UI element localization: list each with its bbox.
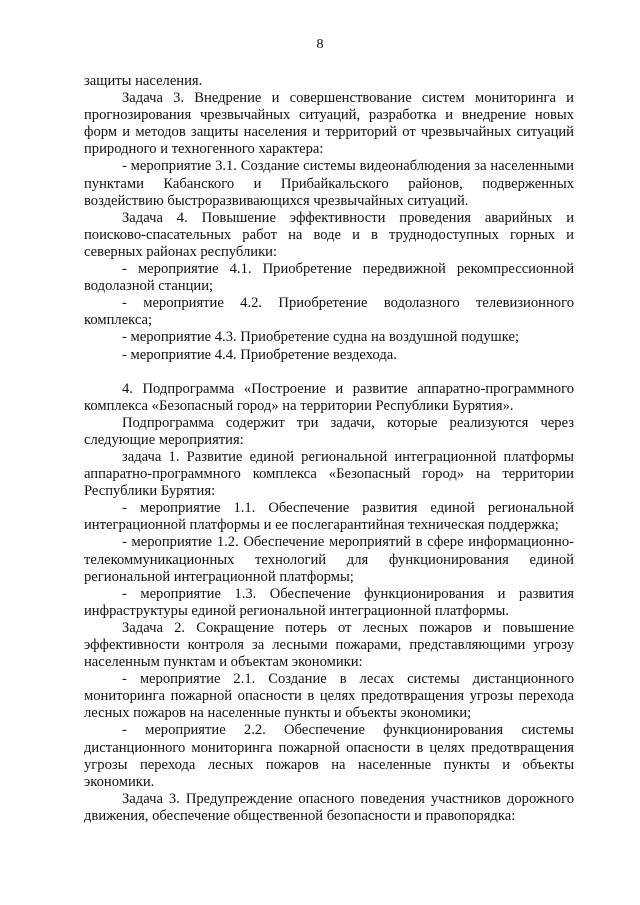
paragraph-measure-4-3: - мероприятие 4.3. Приобретение судна на воздушной подушке; bbox=[122, 329, 520, 346]
paragraph-measure-4-4: - мероприятие 4.4. Приобретение вездехода. bbox=[122, 346, 397, 363]
paragraph-task-4: Задача 4. Повышение эффективности проведения аварийных и поисково-спасательных работ на воде и в труднодоступных горных и северных районах республики: bbox=[84, 209, 574, 260]
paragraph-measure-4-2: - мероприятие 4.2. Приобретение водолазного телевизионного комплекса; bbox=[84, 295, 574, 329]
paragraph-subprogram-4: 4. Подпрограмма «Построение и развитие аппаратно-программного комплекса «Безопасный город» на территории Республики Бурятия». bbox=[84, 380, 574, 414]
paragraph-measure-3-1: - мероприятие 3.1. Создание системы видеонаблюдения за населенными пунктами Кабанского и Прибайкальского районов, подверженных воздействию быстроразвивающихся чрезвычайных ситуаций. bbox=[84, 158, 574, 209]
paragraph-measure-1-1: - мероприятие 1.1. Обеспечение развития единой региональной интеграционной платформы и ее послегарантийная техническая поддержка; bbox=[84, 500, 574, 534]
paragraph-task-3-road-safety: Задача 3. Предупреждение опасного поведения участников дорожного движения, обеспечение общественной безопасности и правопорядка: bbox=[84, 790, 574, 824]
paragraph-task-1: задача 1. Развитие единой региональной интеграционной платформы аппаратно-программного комплекса «Безопасный город» на территории Республики Бурятия: bbox=[84, 448, 574, 500]
page-number: 8 bbox=[316, 37, 324, 52]
paragraph-continuation: защиты населения. bbox=[84, 73, 203, 89]
paragraph-measure-1-2: - мероприятие 1.2. Обеспечение мероприятий в сфере информационно-телекоммуникационных технологий для функционирования единой региональной интеграционной платформы; bbox=[84, 534, 574, 585]
document-body bbox=[84, 73, 574, 825]
paragraph-task-2: Задача 2. Сокращение потерь от лесных пожаров и повышение эффективности контроля за лесными пожарами, представляющими угрозу населенным пунктам и объектам экономики: bbox=[84, 619, 574, 671]
paragraph-measure-2-1: - мероприятие 2.1. Создание в лесах системы дистанционного мониторинга пожарной опасности в целях предотвращения угрозы перехода лесных пожаров на населенные пункты и объекты экономики; bbox=[84, 671, 574, 722]
paragraph-measure-1-3: - мероприятие 1.3. Обеспечение функционирования и развития инфраструктуры единой региональной интеграционной платформы. bbox=[84, 585, 574, 619]
paragraph-subprogram-intro: Подпрограмма содержит три задачи, которые реализуются через следующие мероприятия: bbox=[84, 414, 574, 448]
paragraph-task-3: Задача 3. Внедрение и совершенствование систем мониторинга и прогнозирования чрезвычайных ситуаций, разработка и внедрение новых форм и методов защиты населения и территорий от чрезвычайных ситуаций природного и техногенного характера: bbox=[84, 90, 574, 158]
paragraph-measure-2-2: - мероприятие 2.2. Обеспечение функционирования системы дистанционного мониторинга пожарной опасности в целях предотвращения угрозы перехода лесных пожаров на населенные пункты и объекты экономики. bbox=[84, 722, 574, 790]
paragraph-measure-4-1: - мероприятие 4.1. Приобретение передвижной рекомпрессионной водолазной станции; bbox=[84, 261, 574, 295]
